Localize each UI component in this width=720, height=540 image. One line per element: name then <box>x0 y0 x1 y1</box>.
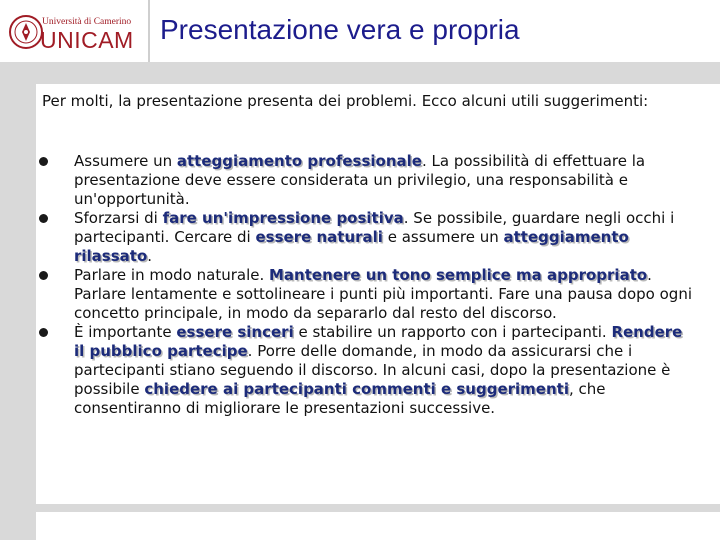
footer-area <box>36 512 720 540</box>
bullet-text: Assumere un <box>74 152 177 170</box>
slide-title: Presentazione vera e propria <box>160 14 520 45</box>
bullet-item <box>36 152 696 209</box>
bullet-list <box>36 152 696 418</box>
emphasis-text: Mantenere un tono semplice ma appropriato <box>269 266 648 284</box>
logo-unicam-text: UNICAM <box>40 27 134 53</box>
bullet-text: . Porre delle domande, in modo da assicurarsi che i partecipanti stiano seguendo il discorso. In alcuni casi, dopo la presentazione è possibile <box>74 342 671 398</box>
slide-header <box>0 0 720 62</box>
bullet-text: È importante <box>74 323 177 341</box>
bullet-dot-icon <box>39 157 48 166</box>
intro-text: Per molti, la presentazione presenta dei problemi. Ecco alcuni utili suggerimenti: <box>42 92 649 110</box>
bullet-item <box>36 323 696 418</box>
emphasis-text: essere sinceri <box>176 323 294 341</box>
bullet-text: Parlare in modo naturale. <box>74 266 269 284</box>
emphasis-text: atteggiamento professionale <box>176 152 422 170</box>
bullet-text: Sforzarsi di <box>74 209 163 227</box>
bullet-text: , che consentiranno di migliorare le presentazioni successive. <box>74 380 606 417</box>
emphasis-text: atteggiamento rilassato <box>74 228 629 265</box>
university-seal-icon <box>8 14 44 50</box>
emphasis-text: chiedere ai partecipanti commenti e suggerimenti <box>144 380 569 398</box>
bullet-text: e stabilire un rapporto con i partecipanti. <box>293 323 612 341</box>
bullet-dot-icon <box>39 214 48 223</box>
bullet-text: . <box>147 247 153 265</box>
bullet-dot-icon <box>39 271 48 280</box>
emphasis-text: fare un'impressione positiva <box>162 209 404 227</box>
bullet-item <box>36 266 696 323</box>
unicam-logo <box>8 12 138 56</box>
bullet-text: . Se possibile, guardare negli occhi i partecipanti. Cercare di <box>74 209 675 246</box>
slide-body <box>36 84 720 504</box>
logo-university-text: Università di Camerino <box>42 17 132 27</box>
bullet-text: . Parlare lentamente e sottolineare i punti più importanti. Fare una pausa dopo ogni concetto principale, in modo da separarlo dal resto del discorso. <box>74 266 692 322</box>
bullet-text: e assumere un <box>382 228 504 246</box>
emphasis-text: essere naturali <box>255 228 383 246</box>
bullet-dot-icon <box>39 328 48 337</box>
title-box <box>148 0 720 62</box>
bullet-item <box>36 209 696 266</box>
bullet-text: . La possibilità di effettuare la presentazione deve essere considerata un privilegio, una responsabilità e un'opportunità. <box>74 152 646 208</box>
emphasis-text: Rendere il pubblico partecipe <box>74 323 683 360</box>
